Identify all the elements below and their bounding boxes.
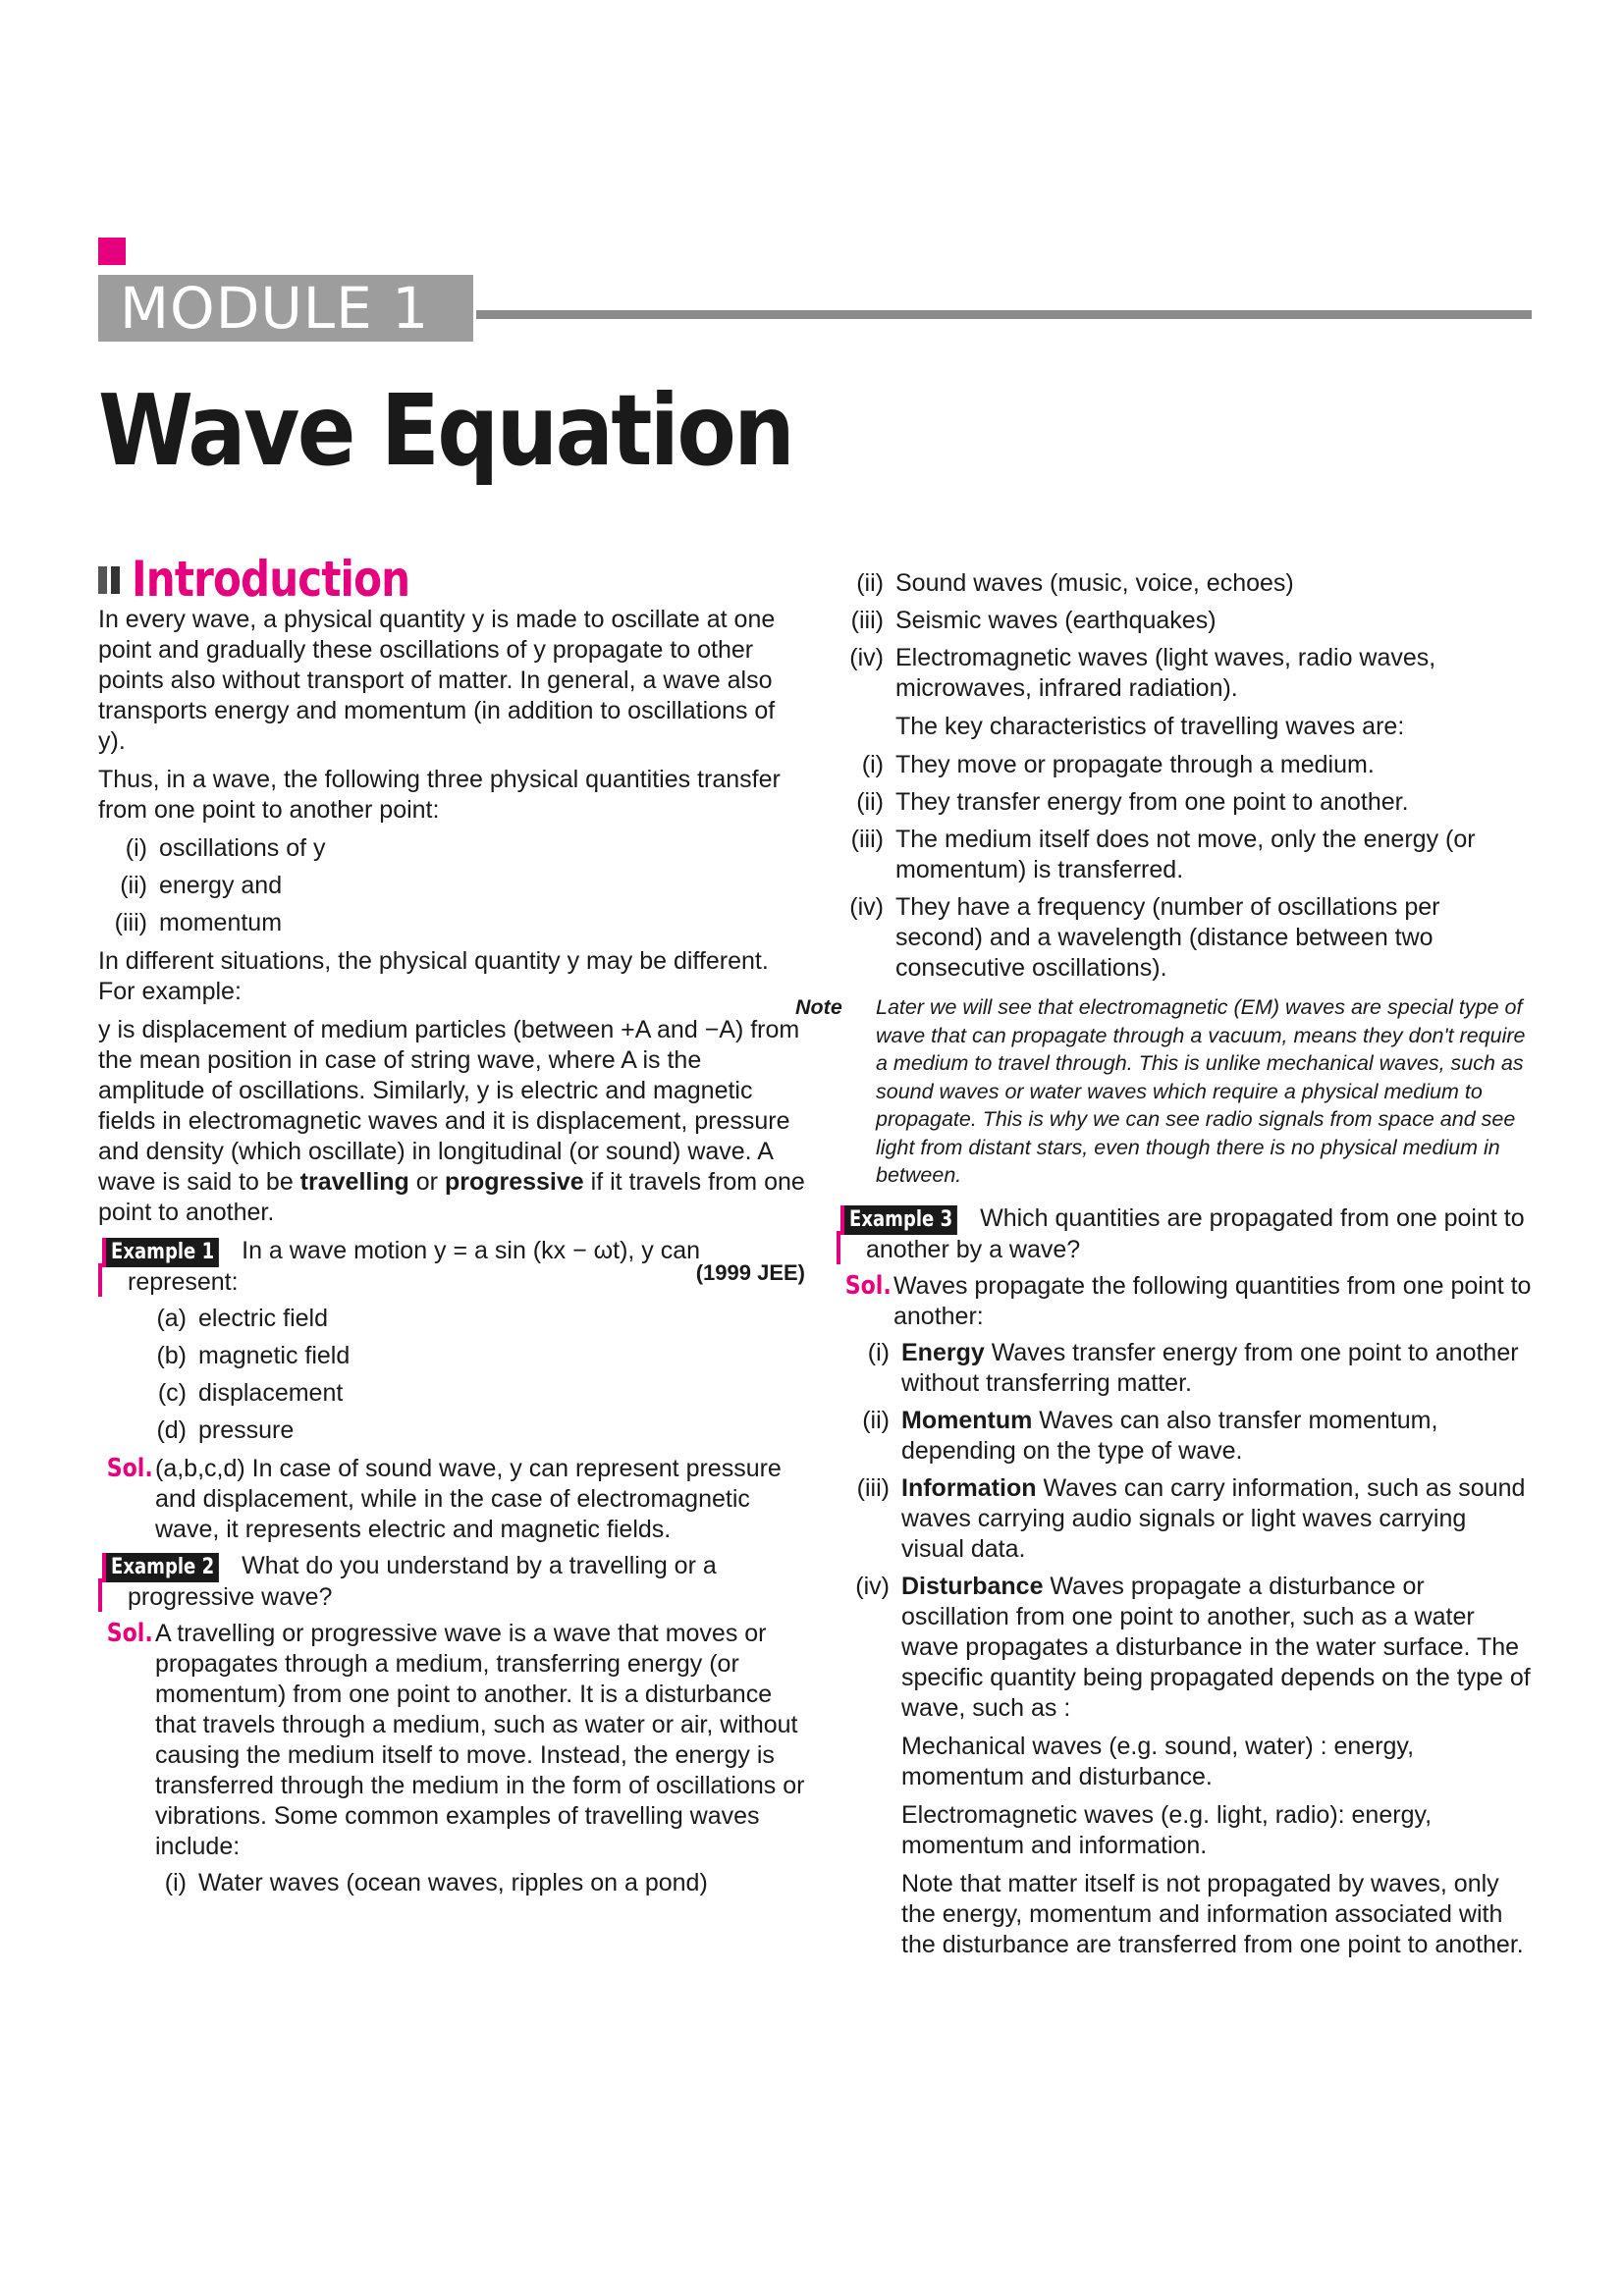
solution-label: Sol.: [106, 1454, 153, 1483]
em-waves-text: Electromagnetic waves (e.g. light, radio): energy, momentum and information.: [901, 1800, 1433, 1859]
section-title: Introduction: [132, 551, 410, 608]
wave-examples-list-part2: [837, 568, 1534, 704]
list-item: (iii) Seismic waves (earthquakes): [850, 607, 1217, 634]
list-item: (iii) momentum: [114, 909, 283, 936]
example-2: [98, 1551, 805, 1613]
module-marker-square: [98, 238, 126, 265]
module-rule: [476, 310, 1532, 319]
list-item: (i) Water waves (ocean waves, ripples on a pond): [164, 1869, 708, 1896]
key-characteristics-intro: The key characteristics of travelling waves are:: [895, 713, 1405, 740]
note-text: Later we will see that electromagnetic (EM) waves are special type of wave that can propagate through a vacuum, means they don't require a medium to travel through. This is unlike mechanical waves, such as sound waves or water waves which require a physical medium to propagate. This is why we can see radio signals from space and see light from distant stars, even though there is no physical medium in between.: [876, 995, 1526, 1187]
list-item: (i) oscillations of y: [125, 834, 326, 862]
example-question: In a wave motion y = a sin (kx − ωt), y can represent:: [128, 1237, 701, 1296]
list-item: (i) Energy Waves transfer energy from one point to another without transferring matter.: [867, 1338, 1519, 1397]
note-box: [795, 993, 1534, 1190]
list-item: (ii) Momentum Waves can also transfer momentum, depending on the type of wave.: [862, 1406, 1438, 1465]
list-item: (c) displacement: [157, 1379, 344, 1407]
list-item: (ii) Sound waves (music, voice, echoes): [856, 569, 1294, 597]
section-heading: [98, 551, 805, 608]
wave-examples-list-part1: [147, 1868, 805, 1898]
example-tag: Example 2: [102, 1553, 219, 1582]
final-note-text: Note that matter itself is not propagated by waves, only the energy, momentum and information associated with the disturbance are transferred from one point to another.: [901, 1869, 1524, 1958]
example-1: [98, 1236, 805, 1298]
solution-3: [837, 1271, 1534, 1332]
intro-paragraph-2: Thus, in a wave, the following three physical quantities transfer from one point to another point:: [98, 766, 781, 824]
list-item: (iii) Information Waves can carry information, such as sound waves carrying audio signals or light waves carrying visual data.: [856, 1473, 1526, 1563]
example-question: Which quantities are propagated from one point to another by a wave?: [866, 1203, 1525, 1263]
mechanical-waves-text: Mechanical waves (e.g. sound, water) : energy, momentum and disturbance.: [901, 1732, 1415, 1790]
list-item: (d) pressure: [156, 1416, 295, 1444]
example-tag: Example 3: [840, 1205, 957, 1235]
solution-1: [98, 1454, 805, 1545]
characteristics-list: [837, 750, 1534, 984]
example-tag: Example 1: [102, 1238, 219, 1267]
module-banner: [98, 275, 473, 342]
list-item: (iv) Electromagnetic waves (light waves, radio waves, microwaves, infrared radiation).: [849, 644, 1436, 702]
example-3: [837, 1203, 1534, 1265]
solution-label: Sol.: [106, 1619, 153, 1648]
solution-2: [98, 1619, 805, 1862]
intro-paragraph-1: In every wave, a physical quantity y is made to oscillate at one point and gradually these oscillations of y propagate to other points also without transport of matter. In general, a wave also transports energy and momentum (in addition to oscillations of y).: [98, 606, 776, 755]
list-item: (b) magnetic field: [156, 1342, 351, 1369]
solution-label: Sol.: [844, 1270, 892, 1301]
list-item: (i) They move or propagate through a medium.: [861, 751, 1375, 778]
solution-text: (a,b,c,d) In case of sound wave, y can represent pressure and displacement, while in the case of electromagnetic wave, it represents electric and magnetic fields.: [155, 1455, 782, 1543]
list-item: (ii) energy and: [120, 872, 283, 899]
options-list: [98, 1304, 805, 1446]
propagated-quantities-list: [842, 1338, 1534, 1724]
solution-text: Waves propagate the following quantities from one point to another:: [893, 1271, 1532, 1330]
note-label: Note: [795, 995, 842, 1019]
example-question: What do you understand by a travelling or a progressive wave?: [128, 1552, 717, 1611]
right-column: [795, 568, 1534, 1968]
list-item: (a) electric field: [156, 1305, 328, 1332]
section-bars-icon: [98, 566, 120, 594]
list-item: (iv) Disturbance Waves propagate a disturbance or oscillation from one point to another, such as a water wave propagates a disturbance in the water surface. The specific quantity being propagated depends on the type of wave, such as :: [855, 1572, 1531, 1722]
exam-source: (1999 JEE): [695, 1260, 805, 1285]
left-column: [98, 551, 805, 1906]
intro-paragraph-4: y is displacement of medium particles (between +A and −A) from the mean position in case of string wave, where A is the amplitude of oscillations. Similarly, y is electric and magnetic fields in electromagnetic waves and it is displacement, pressure and density (which oscillate) in longitudinal (or sound) wave. A wave is said to be travelling or progressive if it travels from one point to another.: [98, 1016, 805, 1226]
quantities-list: [98, 833, 805, 938]
chapter-title: Wave Equation: [98, 373, 793, 488]
module-label: MODULE 1: [120, 275, 430, 342]
list-item: (iv) They have a frequency (number of oscillations per second) and a wavelength (distance between two consecutive oscillations).: [849, 893, 1440, 982]
intro-paragraph-3: In different situations, the physical quantity y may be different. For example:: [98, 947, 769, 1005]
list-item: (ii) They transfer energy from one point to another.: [856, 788, 1409, 816]
solution-text: A travelling or progressive wave is a wave that moves or propagates through a medium, transferring energy (or momentum) from one point to another. It is a disturbance that travels through a medium, such as water or air, without causing the medium itself to move. Instead, the energy is transferred through the medium in the form of oscillations or vibrations. Some common examples of travelling waves include:: [155, 1620, 805, 1860]
list-item: (iii) The medium itself does not move, only the energy (or momentum) is transferred.: [850, 826, 1476, 883]
